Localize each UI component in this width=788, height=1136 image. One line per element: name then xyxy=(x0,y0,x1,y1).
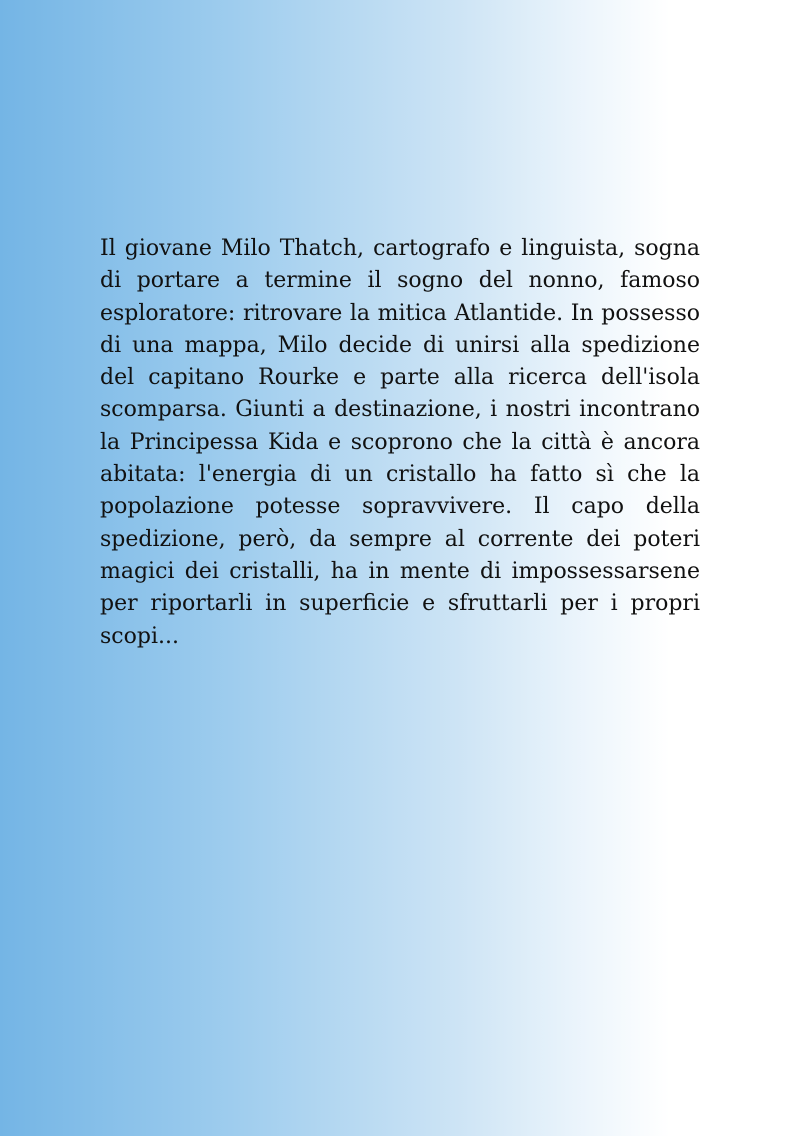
paragraph-line: popolazione potesse sopravvivere. Il capo della xyxy=(100,494,700,520)
paragraph-line: Il giovane Milo Thatch, cartografo e linguista, sogna xyxy=(100,236,700,261)
paragraph-line: di portare a termine il sogno del nonno, famoso xyxy=(100,268,700,294)
synopsis-paragraph xyxy=(100,233,700,653)
paragraph-line: per riportarli in superficie e sfruttarli per i propri xyxy=(100,591,700,617)
paragraph-line: spedizione, però, da sempre al corrente dei poteri xyxy=(100,526,700,552)
paragraph-line: abitata: l'energia di un cristallo ha fatto sì che la xyxy=(100,462,700,488)
paragraph-line-last: scopi... xyxy=(100,623,179,649)
paragraph-line: di una mappa, Milo decide di unirsi alla spedizione xyxy=(100,332,700,358)
paragraph-line: esploratore: ritrovare la mitica Atlantide. In possesso xyxy=(100,300,700,326)
paragraph-line: la Principessa Kida e scoprono che la città è ancora xyxy=(100,429,700,455)
paragraph-line: del capitano Rourke e parte alla ricerca dell'isola xyxy=(100,365,700,391)
paragraph-line: scomparsa. Giunti a destinazione, i nostri incontrano xyxy=(100,397,700,423)
paragraph-line: magici dei cristalli, ha in mente di impossessarsene xyxy=(100,558,700,584)
